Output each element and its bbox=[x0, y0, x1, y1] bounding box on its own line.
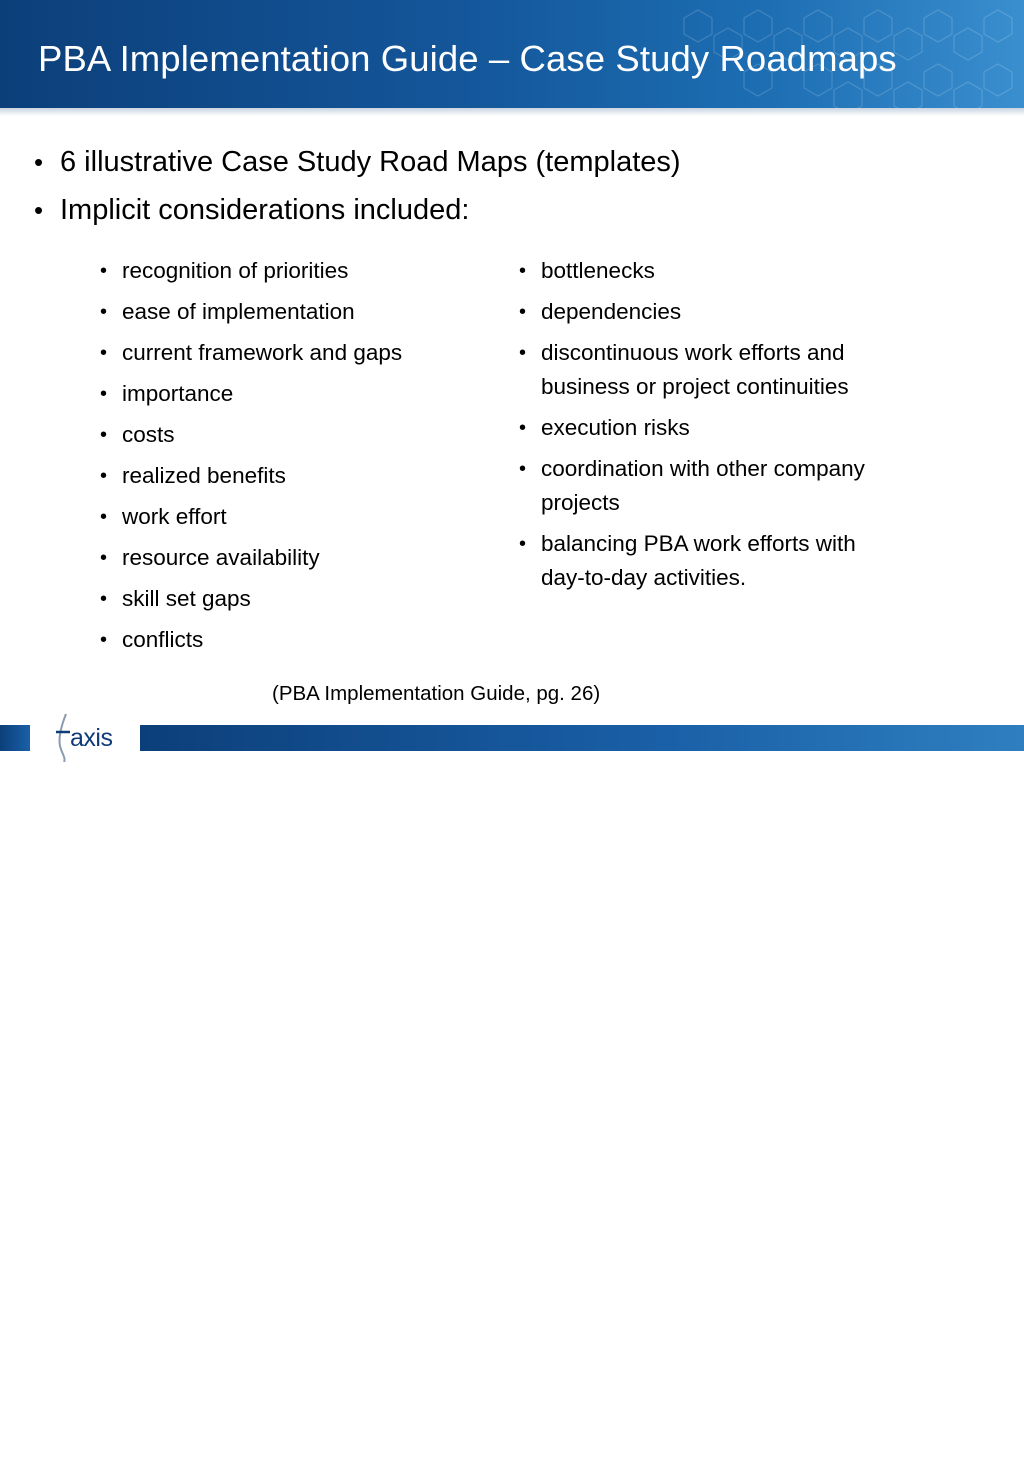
list-item: • skill set gaps bbox=[98, 582, 498, 616]
banner-shadow bbox=[0, 108, 1024, 116]
list-item: • discontinuous work efforts and business or project continuities bbox=[517, 336, 897, 404]
footer-bar bbox=[140, 725, 1024, 1471]
list-item: • dependencies bbox=[517, 295, 897, 329]
list-item: • recognition of priorities bbox=[98, 254, 498, 288]
considerations-left-list bbox=[98, 254, 498, 664]
main-bullet: • 6 illustrative Case Study Road Maps (templates) bbox=[30, 138, 681, 186]
citation: (PBA Implementation Guide, pg. 26) bbox=[272, 682, 601, 705]
list-item: • work effort bbox=[98, 500, 498, 534]
list-item: • coordination with other company projects bbox=[517, 452, 897, 520]
list-item: • bottlenecks bbox=[517, 254, 897, 288]
list-item: • current framework and gaps bbox=[98, 336, 498, 370]
list-item: • importance bbox=[98, 377, 498, 411]
main-bullet: • Implicit considerations included: bbox=[30, 186, 681, 234]
list-item: • realized benefits bbox=[98, 459, 498, 493]
list-item: • ease of implementation bbox=[98, 295, 498, 329]
footer-bar-left bbox=[0, 725, 30, 751]
logo-text: axis bbox=[70, 724, 113, 752]
list-item: • execution risks bbox=[517, 411, 897, 445]
main-bullet-list bbox=[30, 138, 681, 234]
page-number: 21 bbox=[983, 1456, 998, 1471]
list-item: • resource availability bbox=[98, 541, 498, 575]
considerations-right-list bbox=[517, 254, 897, 602]
slide-title: PBA Implementation Guide – Case Study Roadmaps bbox=[38, 38, 897, 79]
list-item: • balancing PBA work efforts with day-to-day activities. bbox=[517, 527, 897, 595]
list-item: • conflicts bbox=[98, 623, 498, 657]
list-item: • costs bbox=[98, 418, 498, 452]
title-banner bbox=[0, 0, 1024, 108]
